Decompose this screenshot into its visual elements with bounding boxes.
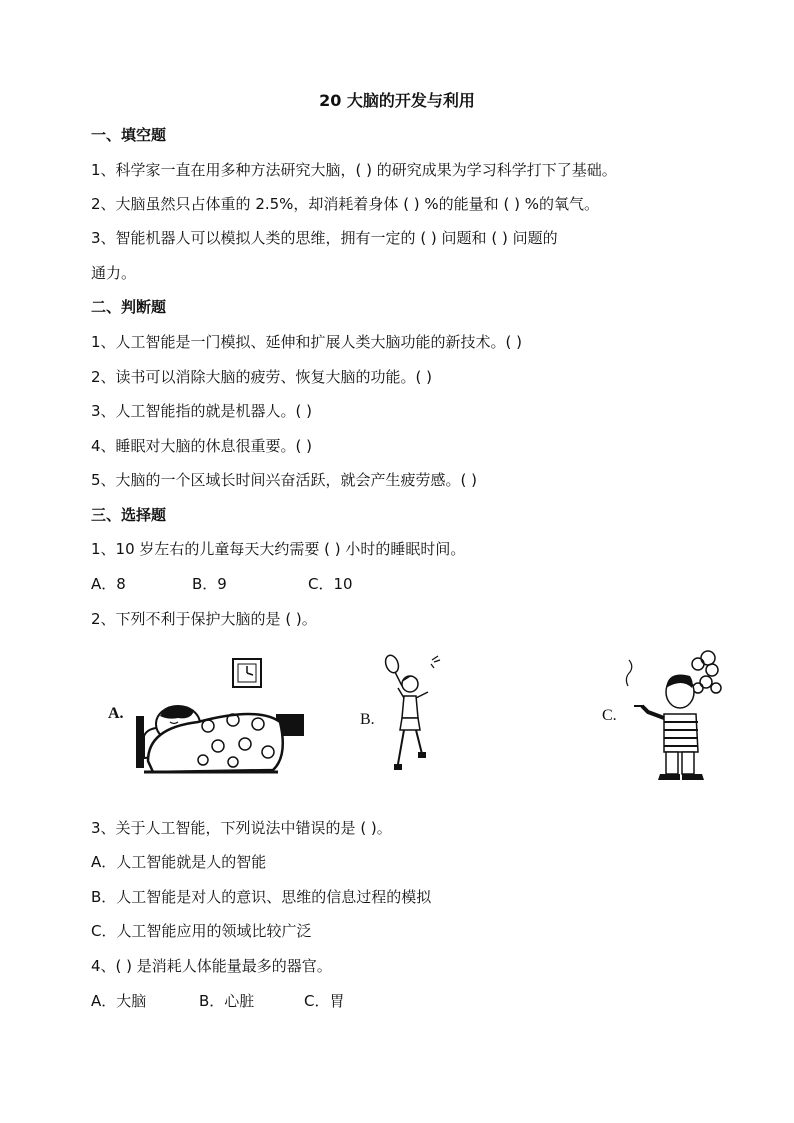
choice-question-4-options (91, 990, 344, 1012)
judge-question-1: 1、人工智能是一门模拟、延伸和扩展人类大脑功能的新技术。( ) (91, 333, 523, 351)
choice-question-3-option-c: C．人工智能应用的领域比较广泛 (91, 922, 312, 940)
judge-question-4: 4、睡眠对大脑的休息很重要。( ) (91, 437, 313, 455)
choice-question-3-option-a: A．人工智能就是人的智能 (91, 853, 267, 871)
fill-question-3: 3、智能机器人可以模拟人类的思维，拥有一定的 ( ) 问题和 ( ) 问题的 (91, 229, 558, 247)
section-judge-heading: 二、判断题 (91, 298, 167, 316)
fill-question-3-cont: 通力。 (91, 264, 137, 282)
smoking-boy-illustration (598, 648, 726, 784)
choice-question-3: 3、关于人工智能，下列说法中错误的是 ( )。 (91, 819, 392, 837)
option-c: C．10 (308, 575, 353, 593)
choice-question-1-options (91, 573, 353, 595)
badminton-girl-illustration (358, 652, 450, 784)
picture-a-label: A. (108, 705, 124, 722)
judge-question-5: 5、大脑的一个区域长时间兴奋活跃，就会产生疲劳感。( ) (91, 471, 478, 489)
section-choice-heading: 三、选择题 (91, 506, 167, 524)
section-fill-heading: 一、填空题 (91, 126, 167, 144)
choice-question-2: 2、下列不利于保护大脑的是 ( )。 (91, 610, 317, 628)
fill-question-2: 2、大脑虽然只占体重的 2.5%，却消耗着身体 ( ) %的能量和 ( ) %的氧气。 (91, 195, 599, 213)
picture-c-label: C. (602, 707, 617, 724)
page-title: 20 大脑的开发与利用 (319, 91, 475, 110)
judge-question-3: 3、人工智能指的就是机器人。( ) (91, 402, 313, 420)
option-c: C．胃 (304, 992, 345, 1010)
choice-question-4: 4、( ) 是消耗人体能量最多的器官。 (91, 957, 332, 975)
choice-question-3-option-b: B．人工智能是对人的意识、思维的信息过程的模拟 (91, 888, 432, 906)
picture-b-label: B. (360, 711, 375, 728)
sleeping-child-illustration (108, 656, 318, 782)
option-b: B．9 (192, 575, 227, 593)
option-b: B．心脏 (199, 992, 255, 1010)
fill-question-1: 1、科学家一直在用多种方法研究大脑，( ) 的研究成果为学习科学打下了基础。 (91, 161, 617, 179)
option-a: A．大脑 (91, 992, 147, 1010)
option-a: A．8 (91, 575, 126, 593)
judge-question-2: 2、读书可以消除大脑的疲劳、恢复大脑的功能。( ) (91, 368, 433, 386)
choice-question-1: 1、10 岁左右的儿童每天大约需要 ( ) 小时的睡眠时间。 (91, 540, 466, 558)
